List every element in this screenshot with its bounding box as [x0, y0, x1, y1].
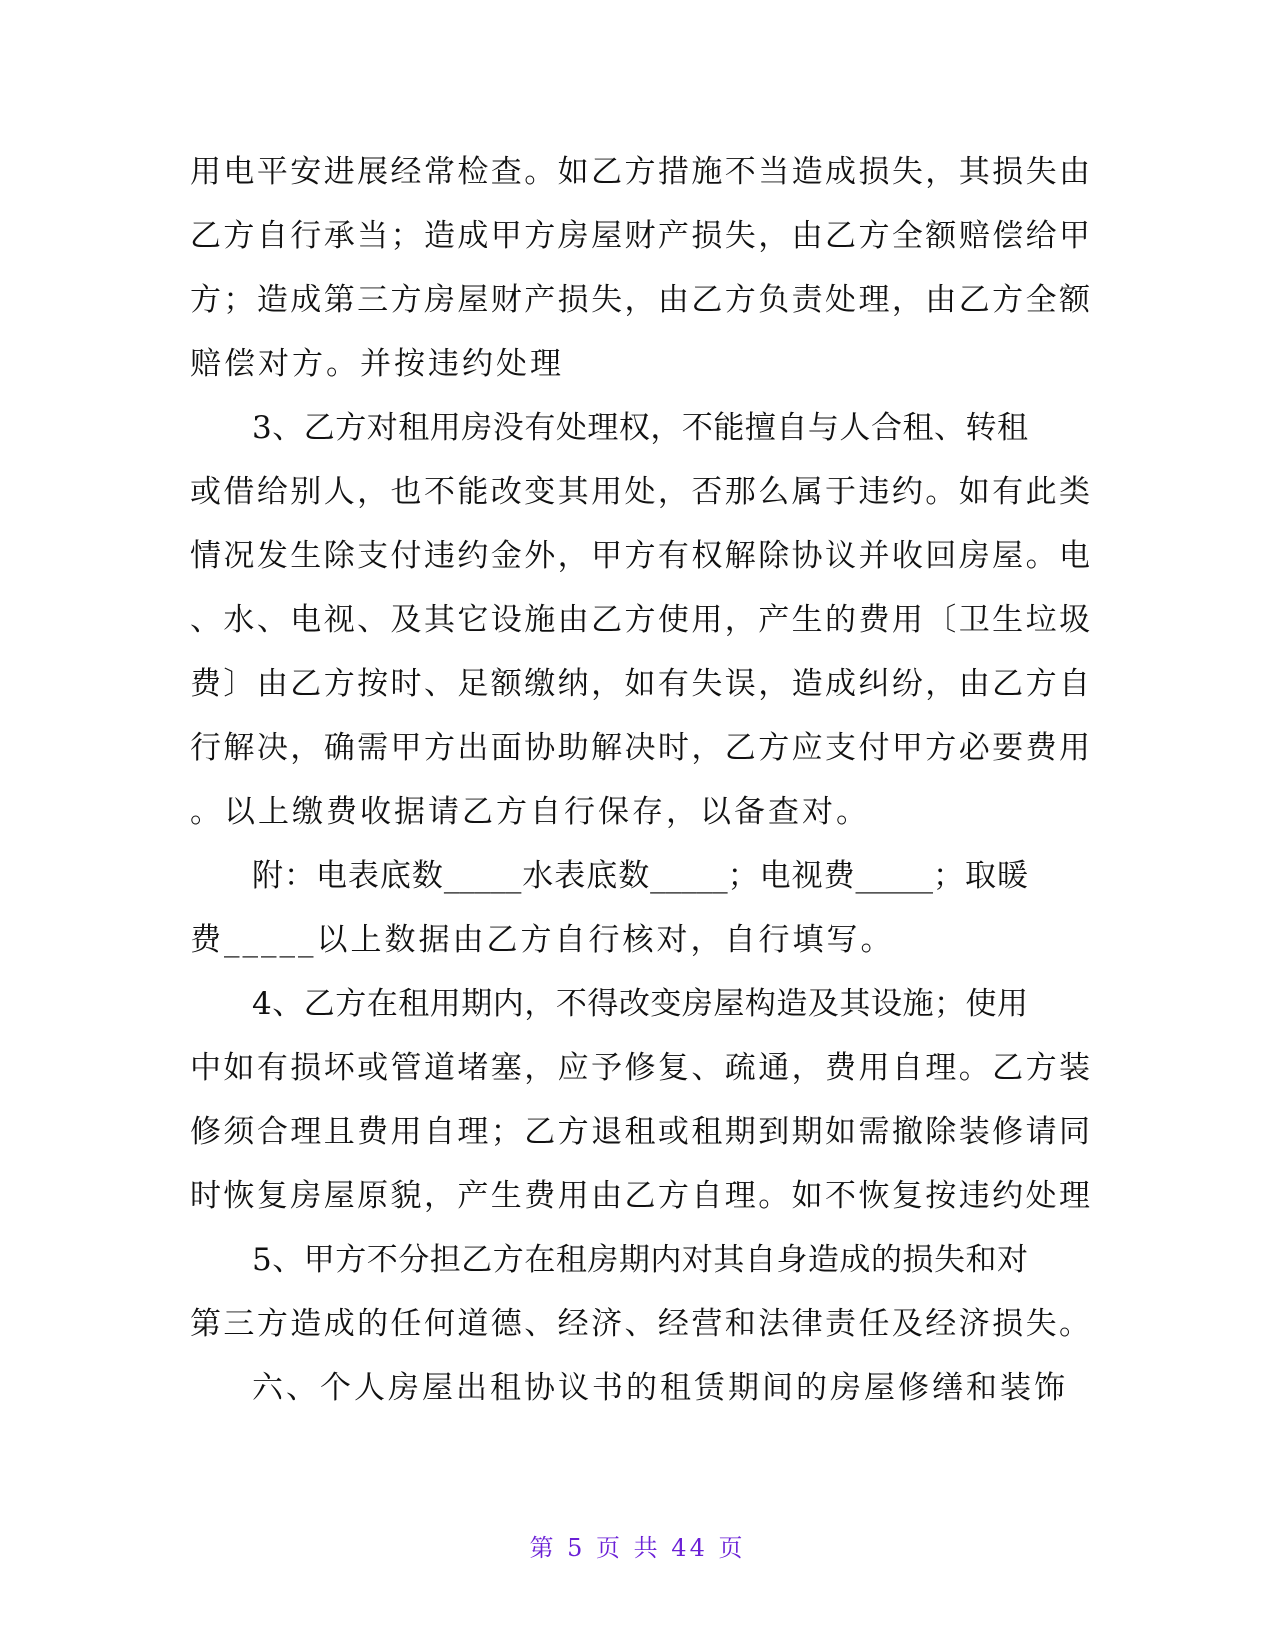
text-line: 、水、电视、及其它设施由乙方使用，产生的费用〔卫生垃圾	[190, 602, 1090, 638]
page-number: 第 5 页 共 44 页	[529, 1534, 746, 1562]
section-heading: 六、个人房屋出租协议书的租赁期间的房屋修缮和装饰	[252, 1370, 1068, 1406]
text-line: 方；造成第三方房屋财产损失，由乙方负责处理，由乙方全额	[190, 282, 1090, 318]
text-line: 4、乙方在租用期内，不得改变房屋构造及其设施；使用	[252, 986, 1028, 1022]
text-line: 3、乙方对租用房没有处理权，不能擅自与人合租、转租	[252, 410, 1028, 446]
text-line: 第三方造成的任何道德、经济、经营和法律责任及经济损失。	[190, 1306, 1090, 1342]
text-line: 中如有损坏或管道堵塞，应予修复、疏通，费用自理。乙方装	[190, 1050, 1090, 1086]
text-line: 。以上缴费收据请乙方自行保存，以备查对。	[190, 794, 870, 830]
text-line: 5、甲方不分担乙方在租房期内对其自身造成的损失和对	[252, 1242, 1028, 1278]
document-body	[190, 140, 1090, 1420]
text-line: 附：电表底数_____水表底数_____；电视费_____；取暖	[252, 858, 1028, 894]
text-line: 行解决，确需甲方出面协助解决时，乙方应支付甲方必要费用	[190, 730, 1090, 766]
text-line: 或借给别人，也不能改变其用处，否那么属于违约。如有此类	[190, 474, 1090, 510]
text-line: 时恢复房屋原貌，产生费用由乙方自理。如不恢复按违约处理	[190, 1178, 1090, 1214]
text-line: 修须合理且费用自理；乙方退租或租期到期如需撤除装修请同	[190, 1114, 1090, 1150]
text-line: 费_____以上数据由乙方自行核对，自行填写。	[190, 922, 895, 958]
text-line: 用电平安进展经常检查。如乙方措施不当造成损失，其损失由	[190, 154, 1090, 190]
text-line: 费〕由乙方按时、足额缴纳，如有失误，造成纠纷，由乙方自	[190, 666, 1090, 702]
text-line: 赔偿对方。并按违约处理	[190, 346, 564, 382]
text-line: 情况发生除支付违约金外，甲方有权解除协议并收回房屋。电	[190, 538, 1090, 574]
text-line: 乙方自行承当；造成甲方房屋财产损失，由乙方全额赔偿给甲	[190, 218, 1090, 254]
